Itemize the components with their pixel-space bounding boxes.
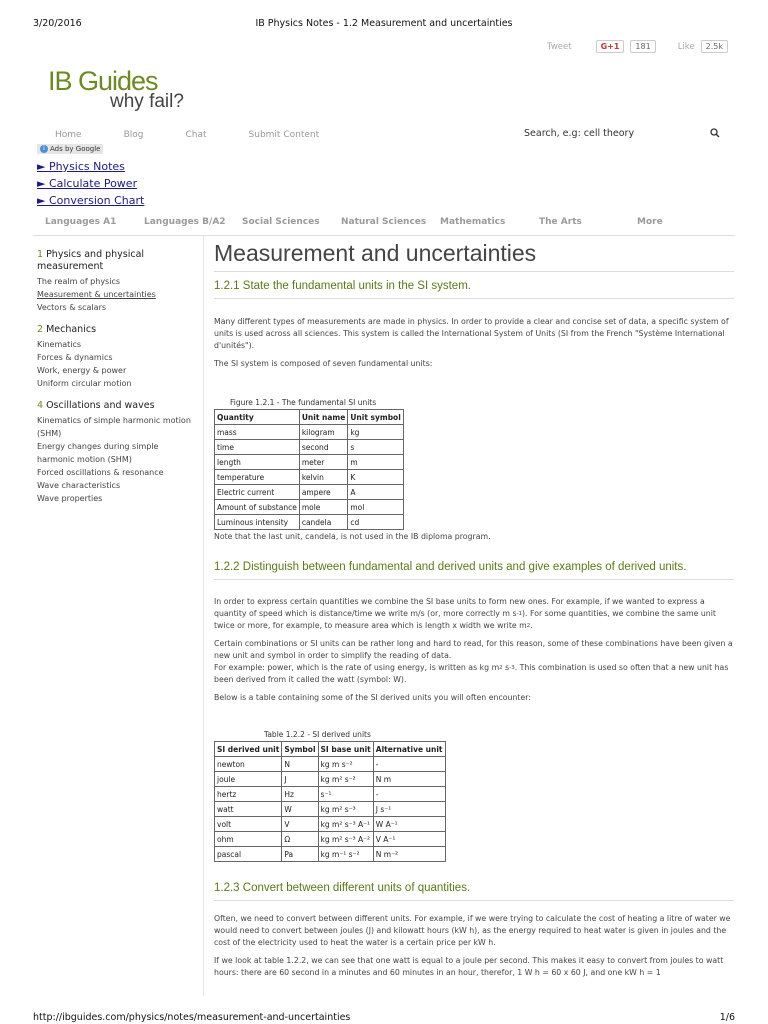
table-row bbox=[215, 817, 446, 832]
table-row bbox=[215, 802, 446, 817]
sidebar bbox=[37, 241, 197, 505]
sidebar-item[interactable]: Work, energy & power bbox=[37, 366, 127, 375]
table-row bbox=[215, 787, 446, 802]
column-header: Quantity bbox=[215, 410, 300, 425]
figure-caption: Figure 1.2.1 - The fundamental SI units bbox=[230, 398, 377, 407]
search-placeholder: Search, e.g: cell theory bbox=[524, 128, 635, 139]
table-cell: joule bbox=[215, 772, 282, 787]
table-cell: J bbox=[282, 772, 318, 787]
column-header: Unit name bbox=[299, 410, 348, 425]
table-cell: Ω bbox=[282, 832, 318, 847]
cat-the-arts[interactable]: The Arts bbox=[539, 217, 582, 227]
table-cell: Pa bbox=[282, 847, 318, 862]
table-row bbox=[215, 470, 404, 485]
table-cell: N m⁻² bbox=[373, 847, 445, 862]
main-content bbox=[214, 240, 734, 979]
table-cell: Hz bbox=[282, 787, 318, 802]
category-nav bbox=[33, 210, 735, 236]
table-cell: meter bbox=[299, 455, 348, 470]
sidebar-item[interactable]: Kinematics bbox=[37, 340, 82, 349]
table-cell: newton bbox=[215, 757, 282, 772]
table-cell: - bbox=[373, 757, 445, 772]
note-paragraph: Note that the last unit, candela, is not used in the IB diploma program. bbox=[214, 532, 491, 541]
print-date: 3/20/2016 bbox=[33, 18, 82, 29]
table-cell: N bbox=[282, 757, 318, 772]
column-divider bbox=[203, 236, 204, 996]
table-row bbox=[215, 515, 404, 530]
si-derived-units-table bbox=[214, 741, 446, 862]
sidebar-section-title[interactable]: 2 Mechanics bbox=[37, 324, 97, 335]
search-icon[interactable] bbox=[710, 128, 720, 141]
tweet-button[interactable]: Tweet bbox=[547, 41, 572, 52]
print-page-number: 1/6 bbox=[719, 1012, 735, 1023]
table-cell: time bbox=[215, 440, 300, 455]
table-cell: mass bbox=[215, 425, 300, 440]
table-cell: s bbox=[348, 440, 403, 455]
table-cell: kg m² s⁻³ bbox=[318, 802, 373, 817]
table-row bbox=[215, 455, 404, 470]
paragraph: For example: power, which is the rate of using energy, is written as kg $m^2$ $s^{-3}$. This combination is used so often that a new unit has been derived from it called the watt (symbol: W). bbox=[214, 663, 729, 684]
nav-submit-content[interactable]: Submit Content bbox=[248, 130, 320, 140]
print-title: IB Physics Notes - 1.2 Measurement and uncertainties bbox=[255, 18, 513, 29]
print-header bbox=[33, 18, 735, 32]
table-row bbox=[215, 425, 404, 440]
table-cell: hertz bbox=[215, 787, 282, 802]
table-row bbox=[215, 757, 446, 772]
section-heading-1-2-1: 1.2.1 State the fundamental units in the SI system. bbox=[214, 280, 734, 299]
column-header: Symbol bbox=[282, 742, 318, 757]
table-cell: W bbox=[282, 802, 318, 817]
table-cell: volt bbox=[215, 817, 282, 832]
ad-link-physics-notes[interactable]: ► Physics Notes bbox=[37, 160, 125, 173]
table-cell: ampere bbox=[299, 485, 348, 500]
cat-more[interactable]: More bbox=[637, 217, 663, 227]
table-cell: m bbox=[348, 455, 403, 470]
ads-badge[interactable] bbox=[37, 144, 103, 154]
sidebar-section-title[interactable]: 4 Oscillations and waves bbox=[37, 400, 155, 411]
sidebar-item[interactable]: Forces & dynamics bbox=[37, 353, 113, 362]
table-cell: pascal bbox=[215, 847, 282, 862]
nav-home[interactable]: Home bbox=[55, 130, 82, 140]
sidebar-item[interactable]: Vectors & scalars bbox=[37, 303, 107, 312]
sidebar-item[interactable]: Uniform circular motion bbox=[37, 379, 132, 388]
cat-languages-b-a2[interactable]: Languages B/A2 bbox=[144, 217, 226, 227]
sidebar-item-active[interactable]: Measurement & uncertainties bbox=[37, 290, 156, 299]
site-logo[interactable] bbox=[48, 66, 184, 112]
table-cell: W A⁻¹ bbox=[373, 817, 445, 832]
table-cell: V A⁻¹ bbox=[373, 832, 445, 847]
table-cell: length bbox=[215, 455, 300, 470]
table-cell: V bbox=[282, 817, 318, 832]
nav-chat[interactable]: Chat bbox=[185, 130, 207, 140]
sidebar-item[interactable]: Wave properties bbox=[37, 494, 103, 503]
logo-tagline: why fail? bbox=[110, 91, 184, 112]
table-cell: - bbox=[373, 787, 445, 802]
table-header-row bbox=[215, 742, 446, 757]
table-cell: kg m s⁻² bbox=[318, 757, 373, 772]
paragraph: Certain combinations or SI units can be rather long and hard to read, for this reason, some of these combinations have been given a new unit and symbol in order to simplify the reading of data. bbox=[214, 639, 733, 660]
table-cell: J s⁻¹ bbox=[373, 802, 445, 817]
cat-languages-a1[interactable]: Languages A1 bbox=[45, 217, 117, 227]
paragraph: Below is a table containing some of the SI derived units you will often encounter: bbox=[214, 693, 531, 702]
table-cell: cd bbox=[348, 515, 403, 530]
print-url: http://ibguides.com/physics/notes/measurement-and-uncertainties bbox=[33, 1012, 351, 1023]
paragraph: Often, we need to convert between different units. For example, if we were trying to calculate the cost of heating a litre of water we would need to convert between joules (J) and kilowatt hours (kW h), as the energy required to heat water is given in joules and the cost of the electricity used to heat the water is a certain price per kW h. bbox=[214, 914, 731, 947]
table-row bbox=[215, 440, 404, 455]
cat-natural-sciences[interactable]: Natural Sciences bbox=[341, 217, 427, 227]
table-cell: mol bbox=[348, 500, 403, 515]
table-cell: Luminous intensity bbox=[215, 515, 300, 530]
sidebar-section-title[interactable]: 1 Physics and physical measurement bbox=[37, 249, 145, 272]
table-cell: kg m² s⁻³ A⁻² bbox=[318, 832, 373, 847]
table-cell: mole bbox=[299, 500, 348, 515]
like-button[interactable]: Like bbox=[677, 41, 695, 52]
table-cell: K bbox=[348, 470, 403, 485]
table-caption: Table 1.2.2 - SI derived units bbox=[264, 730, 371, 739]
info-icon: i bbox=[40, 145, 48, 153]
table-cell: A bbox=[348, 485, 403, 500]
table-cell: s⁻¹ bbox=[318, 787, 373, 802]
search-input[interactable] bbox=[524, 128, 724, 139]
table-cell: watt bbox=[215, 802, 282, 817]
gplus-count: 181 bbox=[630, 40, 655, 53]
table-cell: kg m² s⁻³ A⁻¹ bbox=[318, 817, 373, 832]
column-header: Unit symbol bbox=[348, 410, 403, 425]
sidebar-item[interactable]: Energy changes during simple harmonic motion (SHM) bbox=[37, 442, 159, 464]
table-row bbox=[215, 847, 446, 862]
table-cell: kg m² s⁻² bbox=[318, 772, 373, 787]
table-row bbox=[215, 832, 446, 847]
sidebar-item[interactable]: Kinematics of simple harmonic motion (SHM) bbox=[37, 416, 191, 438]
sidebar-item[interactable]: The realm of physics bbox=[37, 277, 121, 286]
table-cell: kilogram bbox=[299, 425, 348, 440]
table-row bbox=[215, 772, 446, 787]
cat-mathematics[interactable]: Mathematics bbox=[440, 217, 506, 227]
table-cell: kg m⁻¹ s⁻² bbox=[318, 847, 373, 862]
page-title: Measurement and uncertainties bbox=[214, 240, 734, 272]
ad-link-calculate-power[interactable]: ► Calculate Power bbox=[37, 177, 138, 190]
paragraph: In order to express certain quantities we combine the SI base units to form new ones. For example, if we wanted to express a quantity of speed which is distance/time we write m/s (or, more correctly m $s^{-1}$). For some quantities, we combine the same unit twice or more, for example, to measure area which is length x width we write $m^2$. bbox=[214, 597, 716, 630]
cat-social-sciences[interactable]: Social Sciences bbox=[242, 217, 320, 227]
table-cell: Electric current bbox=[215, 485, 300, 500]
ad-link-conversion-chart[interactable]: ► Conversion Chart bbox=[37, 194, 145, 207]
logo-brand: IB Guides bbox=[48, 66, 158, 96]
table-cell: ohm bbox=[215, 832, 282, 847]
table-header-row bbox=[215, 410, 404, 425]
column-header: Alternative unit bbox=[373, 742, 445, 757]
table-cell: second bbox=[299, 440, 348, 455]
table-cell: kg bbox=[348, 425, 403, 440]
paragraph: The SI system is composed of seven fundamental units: bbox=[214, 359, 433, 368]
table-row bbox=[215, 485, 404, 500]
sidebar-item[interactable]: Forced oscillations & resonance bbox=[37, 468, 164, 477]
top-nav bbox=[55, 130, 319, 140]
table-cell: N m bbox=[373, 772, 445, 787]
table-row bbox=[215, 500, 404, 515]
si-units-table bbox=[214, 409, 404, 530]
sidebar-item[interactable]: Wave characteristics bbox=[37, 481, 121, 490]
nav-blog[interactable]: Blog bbox=[123, 130, 144, 140]
ad-links bbox=[37, 160, 144, 211]
table-cell: temperature bbox=[215, 470, 300, 485]
section-heading-1-2-3: 1.2.3 Convert between different units of quantities. bbox=[214, 882, 734, 901]
like-count: 2.5k bbox=[701, 40, 728, 53]
ads-label: Ads by Google bbox=[50, 145, 101, 153]
gplus-button[interactable]: G+1 bbox=[596, 40, 625, 53]
table-cell: kelvin bbox=[299, 470, 348, 485]
table-cell: Amount of substance bbox=[215, 500, 300, 515]
section-heading-1-2-2: 1.2.2 Distinguish between fundamental and derived units and give examples of derived units. bbox=[214, 561, 734, 580]
column-header: SI base unit bbox=[318, 742, 373, 757]
table-cell: candela bbox=[299, 515, 348, 530]
paragraph: Many different types of measurements are made in physics. In order to provide a clear and concise set of data, a specific system of units is used across all sciences. This system is called the International System of Units (SI from the French "Système International d'unités"). bbox=[214, 317, 729, 350]
paragraph: If we look at table 1.2.2, we can see that one watt is equal to a joule per second. This makes it easy to convert from joules to watt hours: there are 60 second in a minutes and 60 minutes in an hour, therefor, 1 W h = 60 x 60 J, and one kW h = 1 bbox=[214, 956, 724, 977]
column-header: SI derived unit bbox=[215, 742, 282, 757]
social-bar bbox=[547, 40, 728, 53]
